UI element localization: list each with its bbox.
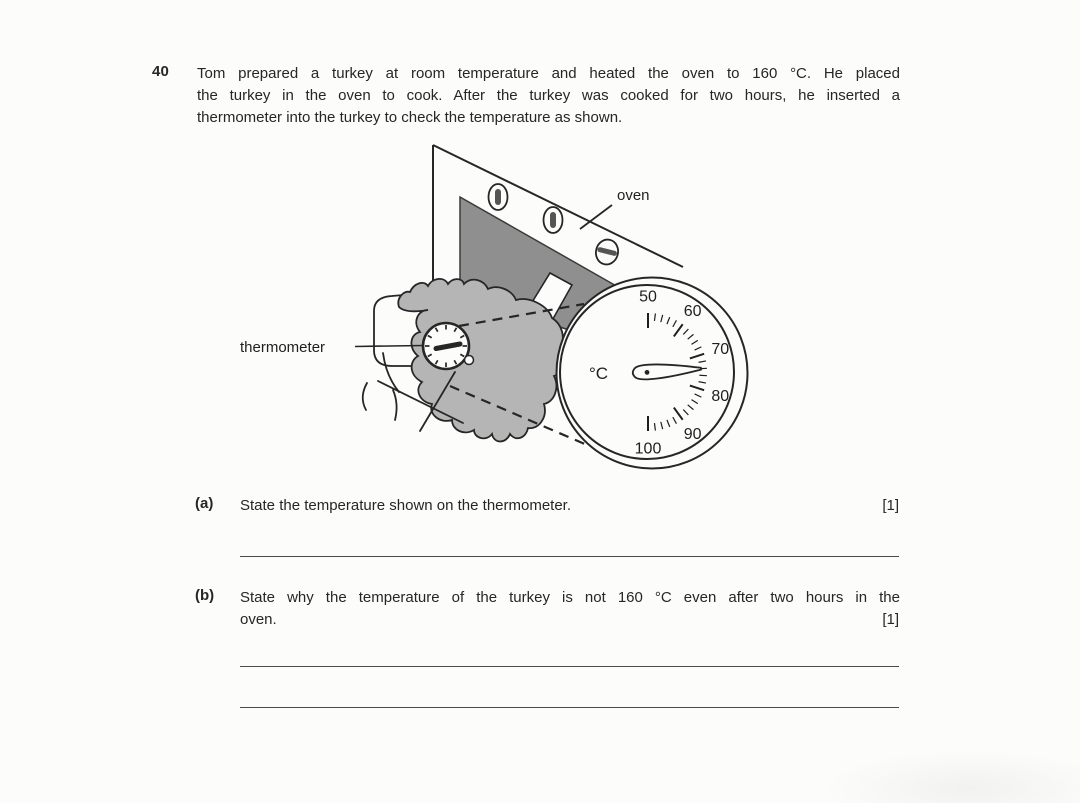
part-a-text: State the temperature shown on the thermometer.: [240, 497, 572, 514]
part-a-label: (a): [195, 495, 214, 512]
thermometer-pointer-line: [355, 346, 424, 347]
part-a-marks: [1]: [882, 497, 899, 514]
part-b-text-line2: oven.: [240, 611, 277, 628]
part-b-marks: [1]: [882, 611, 899, 628]
svg-text:60: 60: [683, 303, 702, 321]
answer-line-b1[interactable]: [240, 666, 899, 667]
svg-text:80: 80: [711, 388, 730, 406]
answer-line-a[interactable]: [240, 556, 899, 557]
thermometer-gauge: [557, 278, 748, 469]
part-b-question-end: [240, 609, 899, 631]
question-number: 40: [152, 63, 170, 80]
answer-line-b2[interactable]: [240, 707, 899, 708]
oven-turkey-thermometer-diagram: [230, 125, 760, 480]
part-b-label: (b): [195, 587, 215, 604]
oven-knob-1: [489, 184, 508, 210]
oven-knob-3: [593, 237, 620, 267]
svg-text:70: 70: [711, 341, 730, 359]
oven-label: oven: [617, 187, 650, 204]
part-b-text-line1: State why the temperature of the turkey is not 160 °C even after two hours in the: [240, 589, 900, 606]
intro-line-2: the turkey in the oven to cook. After the turkey was cooked for two hours, he inserted a: [197, 86, 900, 104]
part-a-question: [240, 495, 899, 517]
question-intro: [197, 63, 900, 128]
oven-knob-2: [544, 207, 563, 233]
thermometer-label: thermometer: [240, 339, 326, 356]
scan-artifact-blob: [820, 749, 1080, 803]
svg-text:50: 50: [639, 288, 657, 306]
gauge-unit-label: °C: [589, 364, 609, 383]
small-dial-tab: [465, 356, 474, 365]
svg-text:100: 100: [634, 440, 662, 458]
intro-line-1: Tom prepared a turkey at room temperature and heated the oven to 160 °C. He placed: [197, 65, 900, 82]
svg-text:90: 90: [683, 426, 702, 444]
intro-line-3: thermometer into the turkey to check the temperature as shown.: [197, 108, 623, 126]
